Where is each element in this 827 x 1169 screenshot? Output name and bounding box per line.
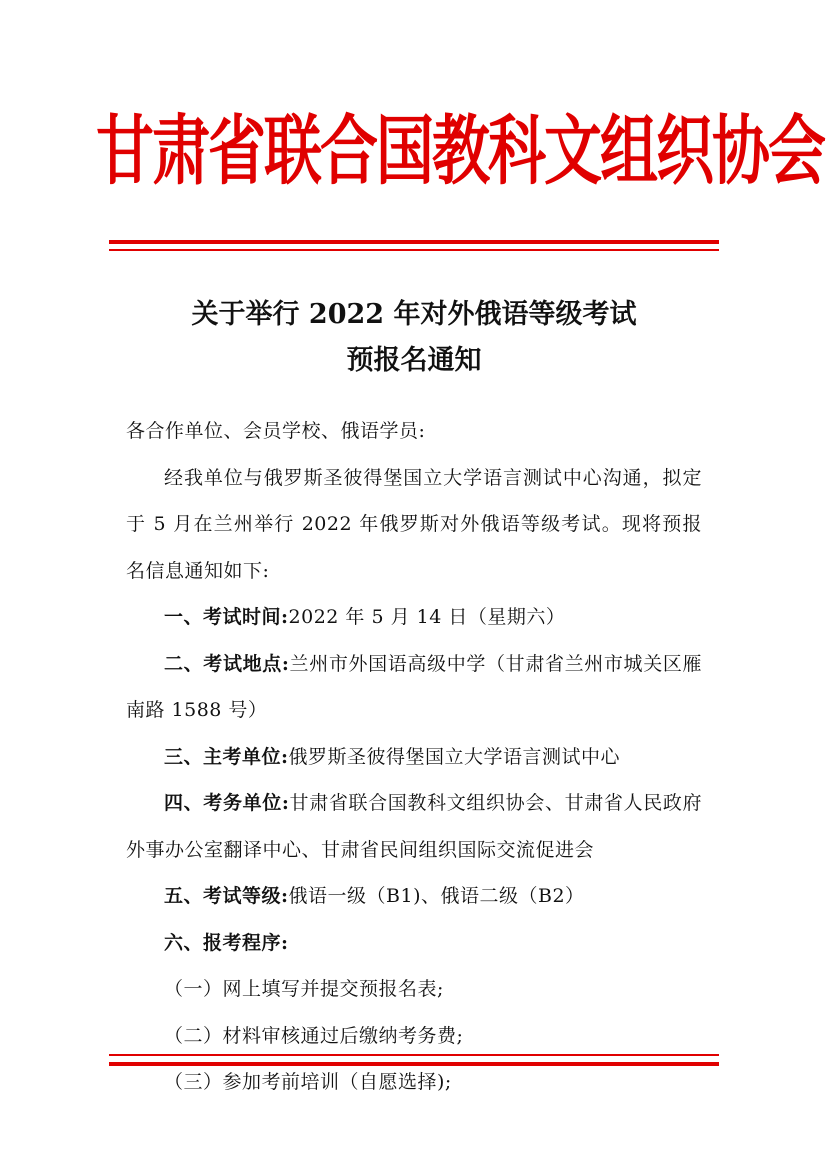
item-exam-level: [126, 873, 702, 920]
document-body: [126, 408, 702, 1106]
footer-rule-thick: [109, 1062, 719, 1066]
procedure-step-1: （一）网上填写并提交预报名表;: [164, 978, 444, 1000]
item-text: 俄语一级（B1)、俄语二级（B2）: [288, 885, 585, 907]
item-label: 三、主考单位:: [164, 745, 289, 768]
item-text: 2022 年 5 月 14 日（星期六）: [288, 606, 566, 628]
item-label: 一、考试时间:: [164, 606, 289, 628]
item-affairs-unit: [126, 780, 702, 873]
procedure-step-2: （二）材料审核通过后缴纳考务费;: [164, 1024, 464, 1047]
header-rule-thick: [109, 240, 719, 244]
item-label: 四、考务单位:: [164, 792, 290, 814]
header-rule-thin: [109, 249, 719, 251]
item-text: 俄罗斯圣彼得堡国立大学语言测试中心: [288, 745, 621, 768]
item-text: 甘肃省联合国教科文组织协会、甘肃省人民政府外事办公室翻译中心、甘肃省民间组织国际交流促进会: [126, 792, 702, 861]
item-host-unit: [126, 734, 702, 781]
item-exam-time: [126, 594, 702, 641]
item-text: 兰州市外国语高级中学（甘肃省兰州市城关区雁南路 1588 号）: [126, 652, 702, 721]
footer-rule-thin: [109, 1054, 719, 1056]
document-title-line1: 关于举行 2022 年对外俄语等级考试: [191, 299, 637, 330]
item-label: 五、考试等级:: [164, 885, 289, 907]
procedure-step-3: （三）参加考前培训（自愿选择);: [164, 1071, 452, 1093]
item-exam-location: [126, 641, 702, 734]
organization-title: 甘肃省联合国教科文组织协会: [96, 106, 825, 196]
intro-paragraph: 经我单位与俄罗斯圣彼得堡国立大学语言测试中心沟通，拟定于 5 月在兰州举行 2022 年俄罗斯对外俄语等级考试。现将预报名信息通知如下:: [126, 466, 702, 582]
item-procedure: [126, 920, 702, 967]
document-title-line2: 预报名通知: [346, 345, 482, 376]
item-label: 二、考试地点:: [164, 652, 290, 675]
salutation: 各合作单位、会员学校、俄语学员:: [126, 420, 426, 442]
item-label: 六、报考程序:: [164, 931, 289, 954]
